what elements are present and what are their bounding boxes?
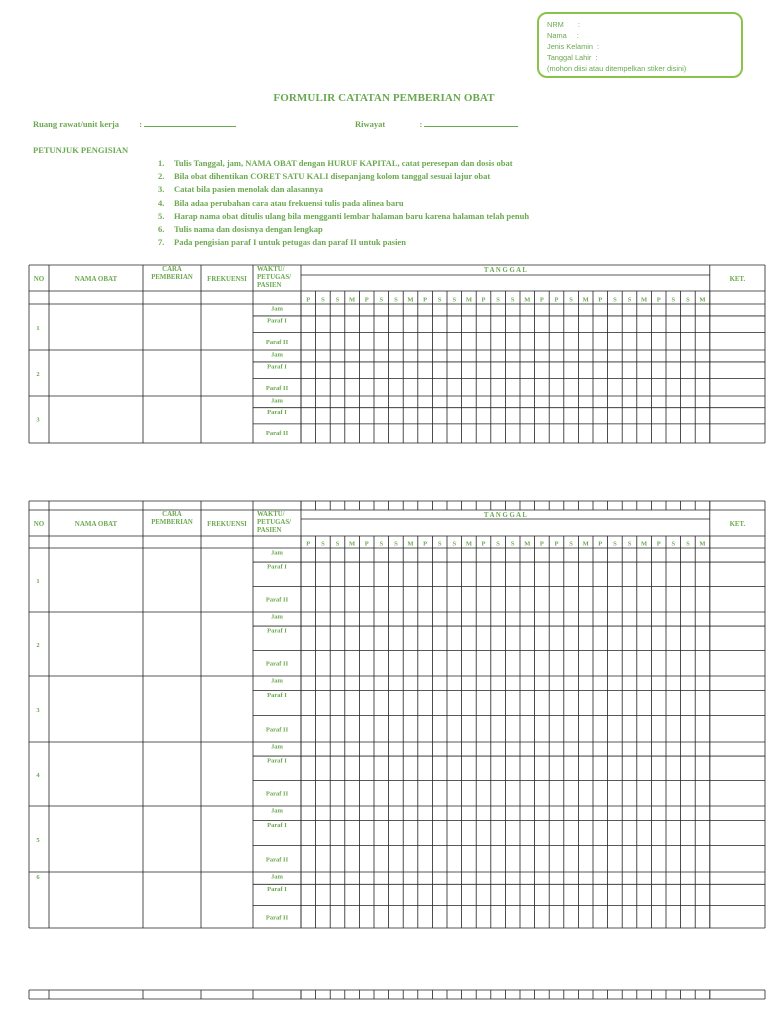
- label-paraf-1: Paraf I: [267, 692, 287, 700]
- label-paraf-2: Paraf II: [265, 384, 289, 392]
- shift-letter: P: [656, 296, 661, 304]
- header-pemberian: PEMBERIAN: [151, 274, 193, 281]
- shift-letter: P: [481, 540, 486, 548]
- shift-letter: S: [671, 296, 676, 304]
- row-number: 3: [36, 416, 40, 424]
- riwayat-label: Riwayat: [355, 119, 386, 129]
- row-number: 1: [36, 578, 40, 585]
- id-box-sep: :: [577, 20, 580, 29]
- label-paraf-2: Paraf II: [265, 726, 289, 734]
- header-ket: KET.: [729, 521, 746, 528]
- header-cara: CARA: [162, 511, 182, 518]
- label-jam: Jam: [271, 305, 283, 313]
- header-ket: KET.: [729, 276, 746, 283]
- row-number: 3: [36, 707, 40, 714]
- label-jam: Jam: [271, 743, 283, 751]
- shift-letter: S: [379, 540, 384, 548]
- header-pasien: PASIEN: [257, 527, 282, 534]
- row-number: 4: [36, 772, 40, 779]
- shift-letter: M: [407, 540, 414, 548]
- shift-letter: M: [407, 296, 414, 304]
- shift-letter: M: [349, 296, 356, 304]
- header-petugas: PETUGAS/: [257, 519, 291, 526]
- shift-letter: M: [465, 296, 472, 304]
- shift-letter: M: [524, 296, 531, 304]
- shift-letter: S: [671, 540, 676, 548]
- shift-letter: P: [364, 540, 369, 548]
- shift-letter: S: [613, 540, 617, 548]
- petunjuk-item-text: Catat bila pasien menolak dan alasannya: [174, 184, 324, 195]
- shift-letter: S: [394, 296, 398, 304]
- shift-letter: M: [699, 296, 706, 304]
- header-waktu: WAKTU/: [257, 511, 285, 518]
- ruang-rawat-sep: :: [139, 119, 143, 129]
- shift-letter: P: [554, 296, 559, 304]
- header-frekuensi: FREKUENSI: [207, 521, 247, 528]
- header-nama-obat: NAMA OBAT: [74, 275, 118, 283]
- shift-letter: S: [569, 540, 573, 548]
- shift-letter: S: [321, 540, 325, 548]
- petunjuk-item-text: Pada pengisian paraf I untuk petugas dan paraf II untuk pasien: [174, 237, 406, 248]
- shift-letter: P: [539, 540, 544, 548]
- row-number: 2: [36, 642, 40, 649]
- petunjuk-title: PETUNJUK PENGISIAN: [33, 145, 129, 155]
- label-paraf-1: Paraf I: [267, 409, 287, 417]
- row-number: 2: [36, 371, 40, 378]
- shift-letter: S: [496, 296, 500, 304]
- label-paraf-1: Paraf I: [267, 885, 287, 893]
- petunjuk-item-number: 1.: [158, 158, 165, 168]
- shift-letter: S: [335, 296, 340, 304]
- shift-letter: P: [423, 540, 428, 548]
- header-no: NO: [33, 275, 45, 283]
- label-paraf-2: Paraf II: [265, 660, 289, 668]
- label-jam: Jam: [271, 807, 283, 815]
- label-paraf-1: Paraf I: [267, 317, 287, 325]
- header-pemberian: PEMBERIAN: [151, 519, 193, 526]
- label-jam: Jam: [271, 677, 283, 685]
- riwayat-sep: :: [419, 119, 423, 129]
- row-number: 5: [36, 837, 40, 844]
- shift-letter: M: [582, 296, 589, 304]
- label-paraf-2: Paraf II: [265, 914, 289, 922]
- shift-letter: P: [539, 296, 544, 304]
- label-paraf-2: Paraf II: [265, 596, 289, 604]
- shift-letter: P: [306, 296, 311, 304]
- id-box-sep: :: [597, 42, 600, 51]
- shift-letter: M: [641, 540, 648, 548]
- shift-letter: P: [364, 296, 369, 304]
- shift-letter: S: [510, 540, 515, 548]
- id-box-note: (mohon diisi atau ditempelkan stiker disini): [547, 64, 687, 73]
- header-waktu: WAKTU/: [257, 266, 285, 273]
- id-box-sep: :: [576, 31, 579, 40]
- petunjuk-item-number: 4.: [158, 197, 165, 208]
- shift-letter: S: [496, 540, 500, 548]
- ruang-rawat-label: Ruang rawat/unit kerja: [33, 119, 119, 129]
- shift-letter: M: [349, 540, 356, 548]
- petunjuk-item-number: 7.: [158, 237, 165, 248]
- form-title: FORMULIR CATATAN PEMBERIAN OBAT: [273, 92, 495, 104]
- shift-letter: S: [379, 296, 384, 304]
- shift-letter: M: [641, 296, 648, 304]
- shift-letter: S: [335, 540, 340, 548]
- label-paraf-1: Paraf I: [267, 363, 287, 371]
- header-tanggal: T A N G G A L: [483, 267, 527, 274]
- petunjuk-item-text: Bila adaa perubahan cara atau frekuensi tulis pada alinea baru: [174, 197, 404, 208]
- label-jam: Jam: [271, 613, 283, 621]
- petunjuk-item-number: 3.: [158, 184, 165, 195]
- label-jam: Jam: [271, 397, 283, 405]
- shift-letter: S: [613, 296, 617, 304]
- shift-letter: P: [481, 296, 486, 304]
- shift-letter: P: [656, 540, 661, 548]
- label-jam: Jam: [271, 873, 283, 881]
- id-box-label: Tanggal Lahir: [547, 53, 592, 62]
- shift-letter: S: [627, 540, 632, 548]
- id-box-label: Jenis Kelamin: [547, 42, 594, 51]
- shift-letter: S: [321, 296, 325, 304]
- row-number: 1: [36, 325, 40, 332]
- petunjuk-item-number: 2.: [158, 171, 165, 182]
- shift-letter: M: [524, 540, 531, 548]
- shift-letter: S: [452, 540, 457, 548]
- shift-letter: P: [306, 540, 311, 548]
- shift-letter: P: [554, 540, 559, 548]
- label-paraf-2: Paraf II: [265, 338, 289, 346]
- id-box-label: NRM: [547, 20, 564, 29]
- header-pasien: PASIEN: [257, 282, 282, 289]
- header-frekuensi: FREKUENSI: [207, 276, 247, 283]
- shift-letter: S: [686, 540, 690, 548]
- header-cara: CARA: [162, 266, 182, 273]
- label-paraf-2: Paraf II: [265, 790, 289, 798]
- label-paraf-2: Paraf II: [265, 856, 289, 864]
- shift-letter: S: [452, 296, 457, 304]
- label-paraf-1: Paraf I: [267, 627, 287, 635]
- header-petugas: PETUGAS/: [257, 274, 291, 281]
- shift-letter: M: [699, 540, 706, 548]
- shift-letter: S: [437, 540, 442, 548]
- shift-letter: M: [465, 540, 472, 548]
- shift-letter: S: [394, 540, 398, 548]
- label-jam: Jam: [271, 549, 283, 557]
- label-paraf-2: Paraf II: [265, 429, 289, 437]
- label-paraf-1: Paraf I: [267, 822, 287, 830]
- shift-letter: S: [627, 296, 632, 304]
- petunjuk-item-text: Bila obat dihentikan CORET SATU KALI disepanjang kolom tanggal sesuai lajur obat: [174, 171, 491, 182]
- label-jam: Jam: [271, 351, 283, 359]
- shift-letter: S: [686, 296, 690, 304]
- shift-letter: P: [423, 296, 428, 304]
- petunjuk-item-number: 5.: [158, 210, 165, 221]
- petunjuk-item-text: Tulis nama dan dosisnya dengan lengkap: [174, 224, 323, 235]
- label-paraf-1: Paraf I: [267, 757, 287, 765]
- id-box-sep: :: [595, 53, 598, 62]
- header-tanggal: T A N G G A L: [483, 512, 527, 519]
- shift-letter: M: [582, 540, 589, 548]
- shift-letter: P: [598, 296, 603, 304]
- label-paraf-1: Paraf I: [267, 563, 287, 571]
- header-nama-obat: NAMA OBAT: [74, 520, 118, 528]
- shift-letter: S: [510, 296, 515, 304]
- row-number: 6: [36, 874, 40, 881]
- petunjuk-item-text: Tulis Tanggal, jam, NAMA OBAT dengan HURUF KAPITAL, catat peresepan dan dosis obat: [174, 158, 513, 168]
- id-box-label: Nama: [547, 31, 567, 40]
- shift-letter: S: [569, 296, 573, 304]
- shift-letter: P: [598, 540, 603, 548]
- shift-letter: S: [437, 296, 442, 304]
- petunjuk-item-number: 6.: [158, 224, 165, 235]
- header-no: NO: [33, 520, 45, 528]
- petunjuk-item-text: Harap nama obat ditulis ulang bila mengganti lembar halaman baru karena halaman telah penuh: [174, 210, 530, 221]
